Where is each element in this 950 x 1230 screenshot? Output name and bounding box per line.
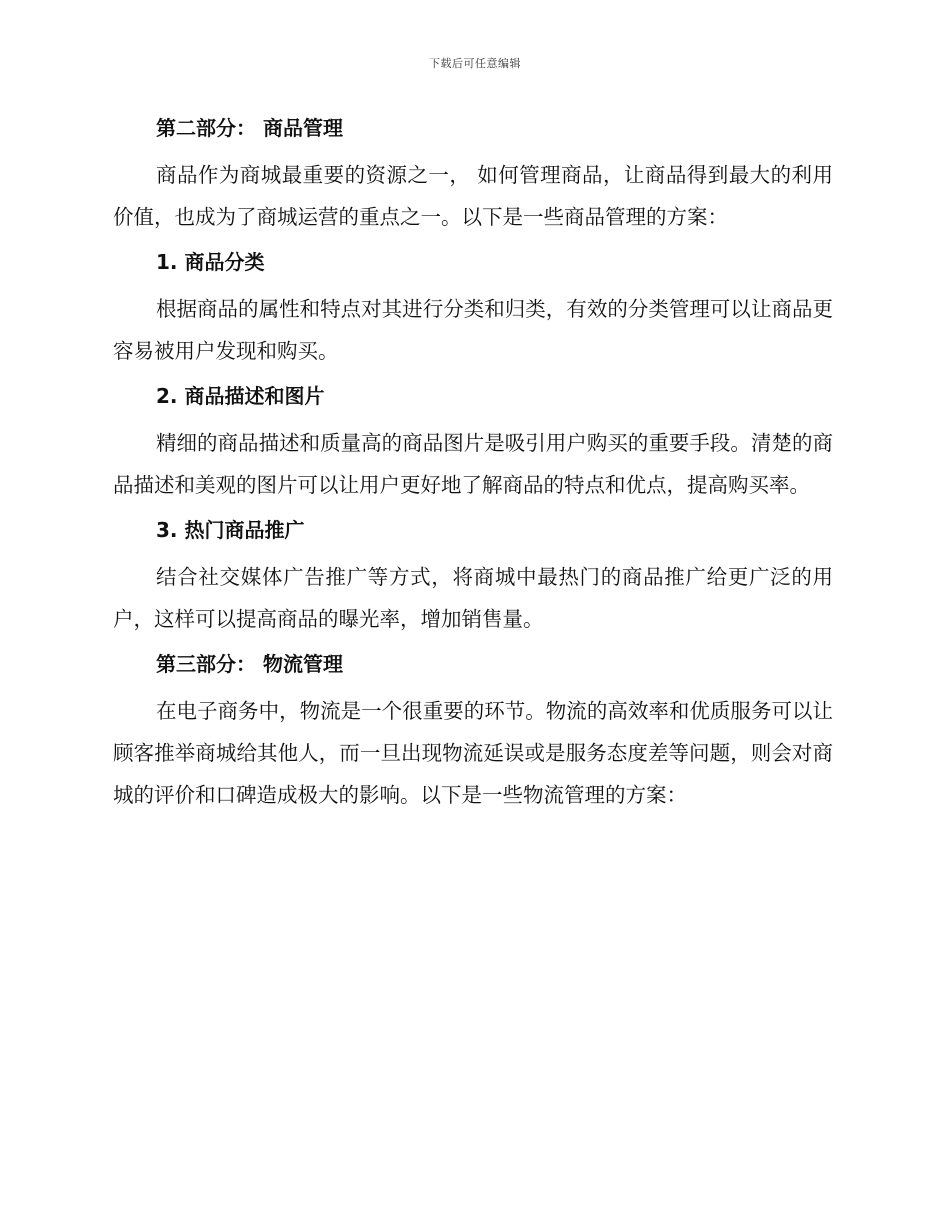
subheading-product-description: 2. 商品描述和图片 — [156, 384, 325, 408]
paragraph-hot-product-promotion: 结合社交媒体广告推广等方式，将商城中最热门的商品推广给更广泛的用户，这样可以提高商品的曝光率，增加销售量。 — [113, 565, 833, 631]
paragraph-product-category: 根据商品的属性和特点对其进行分类和归类，有效的分类管理可以让商品更容易被用户发现和购买。 — [113, 297, 833, 363]
subheading-hot-product-promotion: 3. 热门商品推广 — [156, 518, 305, 542]
subheading-product-category: 1. 商品分类 — [156, 250, 265, 274]
paragraph-product-description: 精细的商品描述和质量高的商品图片是吸引用户购买的重要手段。清楚的商品描述和美观的图片可以让用户更好地了解商品的特点和优点，提高购买率。 — [113, 431, 833, 497]
section-heading-part2: 第二部分： 商品管理 — [156, 116, 343, 140]
document-body — [113, 110, 833, 822]
paragraph-logistics-intro: 在电子商务中，物流是一个很重要的环节。物流的高效率和优质服务可以让顾客推举商城给其他人，而一旦出现物流延误或是服务态度差等问题，则会对商城的评价和口碑造成极大的影响。以下是一些物流管理的方案： — [113, 699, 833, 807]
section-heading-part3: 第三部分： 物流管理 — [156, 652, 343, 676]
header-note: 下载后可任意编辑 — [429, 57, 521, 70]
paragraph-product-intro: 商品作为商城最重要的资源之一， 如何管理商品，让商品得到最大的利用价值，也成为了商城运营的重点之一。以下是一些商品管理的方案： — [113, 163, 833, 229]
